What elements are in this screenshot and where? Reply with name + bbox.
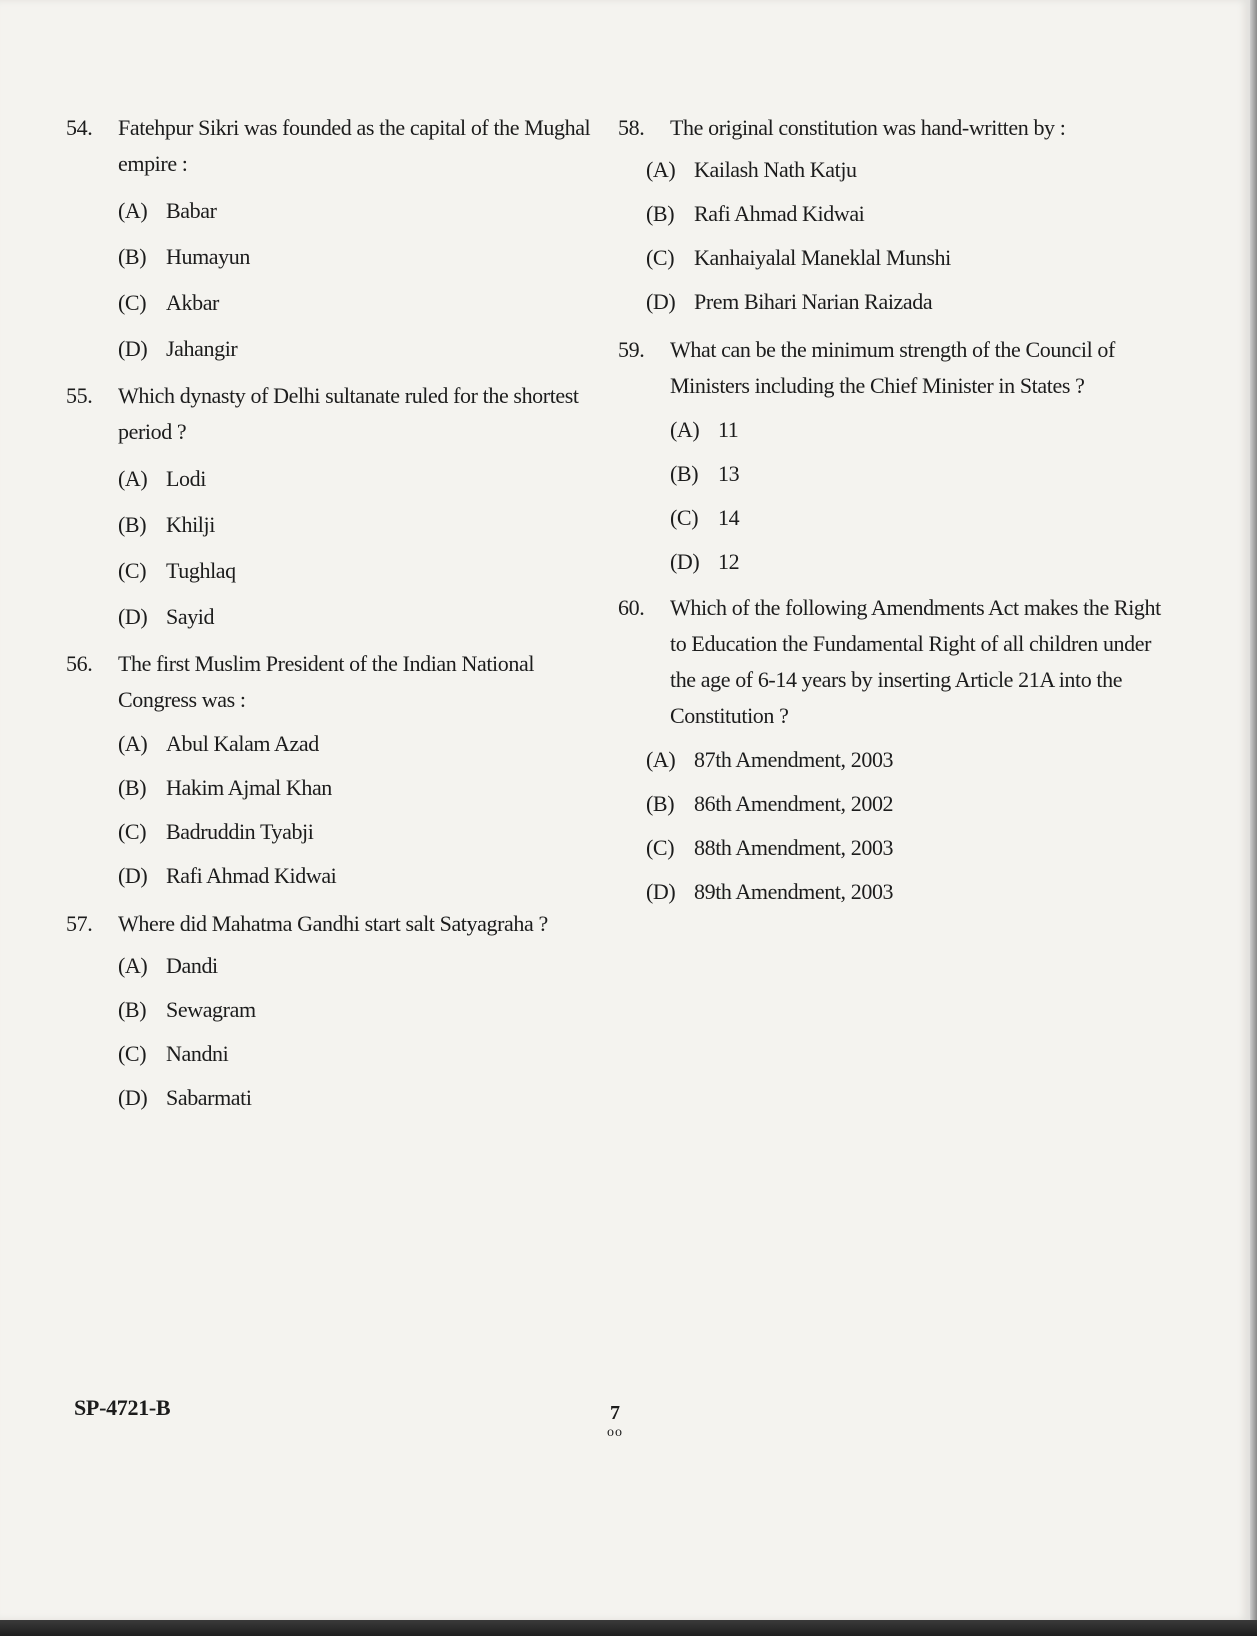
option-letter: (D) xyxy=(118,604,148,629)
option-text: 13 xyxy=(718,461,740,486)
question-58 xyxy=(618,110,1178,324)
option-letter: (B) xyxy=(118,775,147,800)
option-a[interactable] xyxy=(646,738,1178,782)
option-d[interactable] xyxy=(118,1076,611,1120)
option-a[interactable] xyxy=(118,456,611,502)
option-text: Kanhaiyalal Maneklal Munshi xyxy=(694,245,951,270)
option-d[interactable] xyxy=(646,870,1178,914)
question-number: 58. xyxy=(618,115,645,140)
option-text: Khilji xyxy=(166,512,215,537)
left-column xyxy=(66,110,611,1120)
option-text: Rafi Ahmad Kidwai xyxy=(694,201,865,226)
option-list xyxy=(118,944,611,1120)
option-d[interactable] xyxy=(670,540,1178,584)
option-a[interactable] xyxy=(670,408,1178,452)
option-c[interactable] xyxy=(118,810,611,854)
option-list xyxy=(670,408,1178,584)
option-list xyxy=(646,148,1178,324)
option-text: Sewagram xyxy=(166,997,256,1022)
booklet-code: SP-4721-B xyxy=(74,1395,171,1420)
option-text: Lodi xyxy=(166,466,206,491)
option-letter: (B) xyxy=(670,461,699,486)
option-c[interactable] xyxy=(646,826,1178,870)
option-text: Sabarmati xyxy=(166,1085,252,1110)
option-letter: (A) xyxy=(118,198,148,223)
question-number: 59. xyxy=(618,337,645,362)
option-b[interactable] xyxy=(646,192,1178,236)
option-text: Tughlaq xyxy=(166,558,236,583)
option-letter: (D) xyxy=(646,289,676,314)
option-text: Nandni xyxy=(166,1041,229,1066)
option-letter: (C) xyxy=(646,835,675,860)
option-letter: (B) xyxy=(118,244,147,269)
question-57 xyxy=(66,906,611,1120)
option-list xyxy=(118,188,611,372)
option-text: Humayun xyxy=(166,244,250,269)
question-text: What can be the minimum strength of the Council of Ministers including the Chief Minister in States ? xyxy=(670,337,1115,398)
option-text: 11 xyxy=(718,417,739,442)
option-b[interactable] xyxy=(118,502,611,548)
option-a[interactable] xyxy=(118,188,611,234)
option-text: Badruddin Tyabji xyxy=(166,819,314,844)
option-letter: (D) xyxy=(118,1085,148,1110)
option-letter: (A) xyxy=(646,747,676,772)
option-letter: (C) xyxy=(670,505,699,530)
option-letter: (C) xyxy=(118,558,147,583)
question-text: Where did Mahatma Gandhi start salt Satyagraha ? xyxy=(118,911,548,936)
option-letter: (A) xyxy=(646,157,676,182)
page-edge-right xyxy=(1250,0,1257,1636)
option-text: 14 xyxy=(718,505,740,530)
question-number: 55. xyxy=(66,383,93,408)
option-letter: (A) xyxy=(118,953,148,978)
option-letter: (A) xyxy=(118,731,148,756)
question-text: Which dynasty of Delhi sultanate ruled for the shortest period ? xyxy=(118,383,579,444)
question-text: Which of the following Amendments Act makes the Right to Education the Fundamental Right of all children under the age of 6-14 years by inserting Article 21A into the Constitution ? xyxy=(670,595,1161,728)
option-letter: (A) xyxy=(670,417,700,442)
option-text: Prem Bihari Narian Raizada xyxy=(694,289,933,314)
question-number: 60. xyxy=(618,595,645,620)
question-number: 57. xyxy=(66,911,93,936)
option-a[interactable] xyxy=(118,722,611,766)
option-c[interactable] xyxy=(118,1032,611,1076)
option-d[interactable] xyxy=(118,854,611,898)
option-letter: (A) xyxy=(118,466,148,491)
option-text: Babar xyxy=(166,198,217,223)
option-text: Abul Kalam Azad xyxy=(166,731,319,756)
option-text: Hakim Ajmal Khan xyxy=(166,775,332,800)
option-list xyxy=(118,456,611,640)
option-d[interactable] xyxy=(118,594,611,640)
option-list xyxy=(118,722,611,898)
option-text: 87th Amendment, 2003 xyxy=(694,747,894,772)
option-letter: (D) xyxy=(118,863,148,888)
page-ornament: oo xyxy=(607,1425,623,1440)
option-text: Jahangir xyxy=(166,336,238,361)
question-text: Fatehpur Sikri was founded as the capital of the Mughal empire : xyxy=(118,115,591,176)
option-letter: (D) xyxy=(118,336,148,361)
option-letter: (D) xyxy=(646,879,676,904)
right-column xyxy=(618,110,1178,914)
question-text: The original constitution was hand-written by : xyxy=(670,115,1066,140)
question-56 xyxy=(66,646,611,898)
option-text: 88th Amendment, 2003 xyxy=(694,835,894,860)
option-letter: (B) xyxy=(118,512,147,537)
option-d[interactable] xyxy=(646,280,1178,324)
option-text: Sayid xyxy=(166,604,215,629)
option-text: Akbar xyxy=(166,290,219,315)
question-60 xyxy=(618,590,1178,914)
option-a[interactable] xyxy=(118,944,611,988)
option-b[interactable] xyxy=(670,452,1178,496)
option-b[interactable] xyxy=(646,782,1178,826)
option-letter: (C) xyxy=(118,1041,147,1066)
option-text: 12 xyxy=(718,549,740,574)
page-edge-bottom xyxy=(0,1620,1257,1636)
option-c[interactable] xyxy=(118,280,611,326)
option-b[interactable] xyxy=(118,766,611,810)
option-b[interactable] xyxy=(118,234,611,280)
option-text: 86th Amendment, 2002 xyxy=(694,791,894,816)
option-text: Rafi Ahmad Kidwai xyxy=(166,863,337,888)
option-d[interactable] xyxy=(118,326,611,372)
option-letter: (C) xyxy=(118,819,147,844)
option-text: Dandi xyxy=(166,953,218,978)
option-c[interactable] xyxy=(670,496,1178,540)
question-59 xyxy=(618,332,1178,584)
option-letter: (D) xyxy=(670,549,700,574)
option-c[interactable] xyxy=(646,236,1178,280)
question-text: The first Muslim President of the Indian National Congress was : xyxy=(118,651,535,712)
option-letter: (B) xyxy=(646,791,675,816)
option-letter: (C) xyxy=(646,245,675,270)
option-text: 89th Amendment, 2003 xyxy=(694,879,894,904)
option-letter: (C) xyxy=(118,290,147,315)
question-number: 56. xyxy=(66,651,93,676)
page-number: 7 xyxy=(610,1402,620,1424)
option-letter: (B) xyxy=(118,997,147,1022)
option-text: Kailash Nath Katju xyxy=(694,157,857,182)
option-b[interactable] xyxy=(118,988,611,1032)
option-list xyxy=(646,738,1178,914)
option-a[interactable] xyxy=(646,148,1178,192)
option-c[interactable] xyxy=(118,548,611,594)
question-number: 54. xyxy=(66,115,93,140)
option-letter: (B) xyxy=(646,201,675,226)
question-54 xyxy=(66,110,611,372)
question-55 xyxy=(66,378,611,640)
